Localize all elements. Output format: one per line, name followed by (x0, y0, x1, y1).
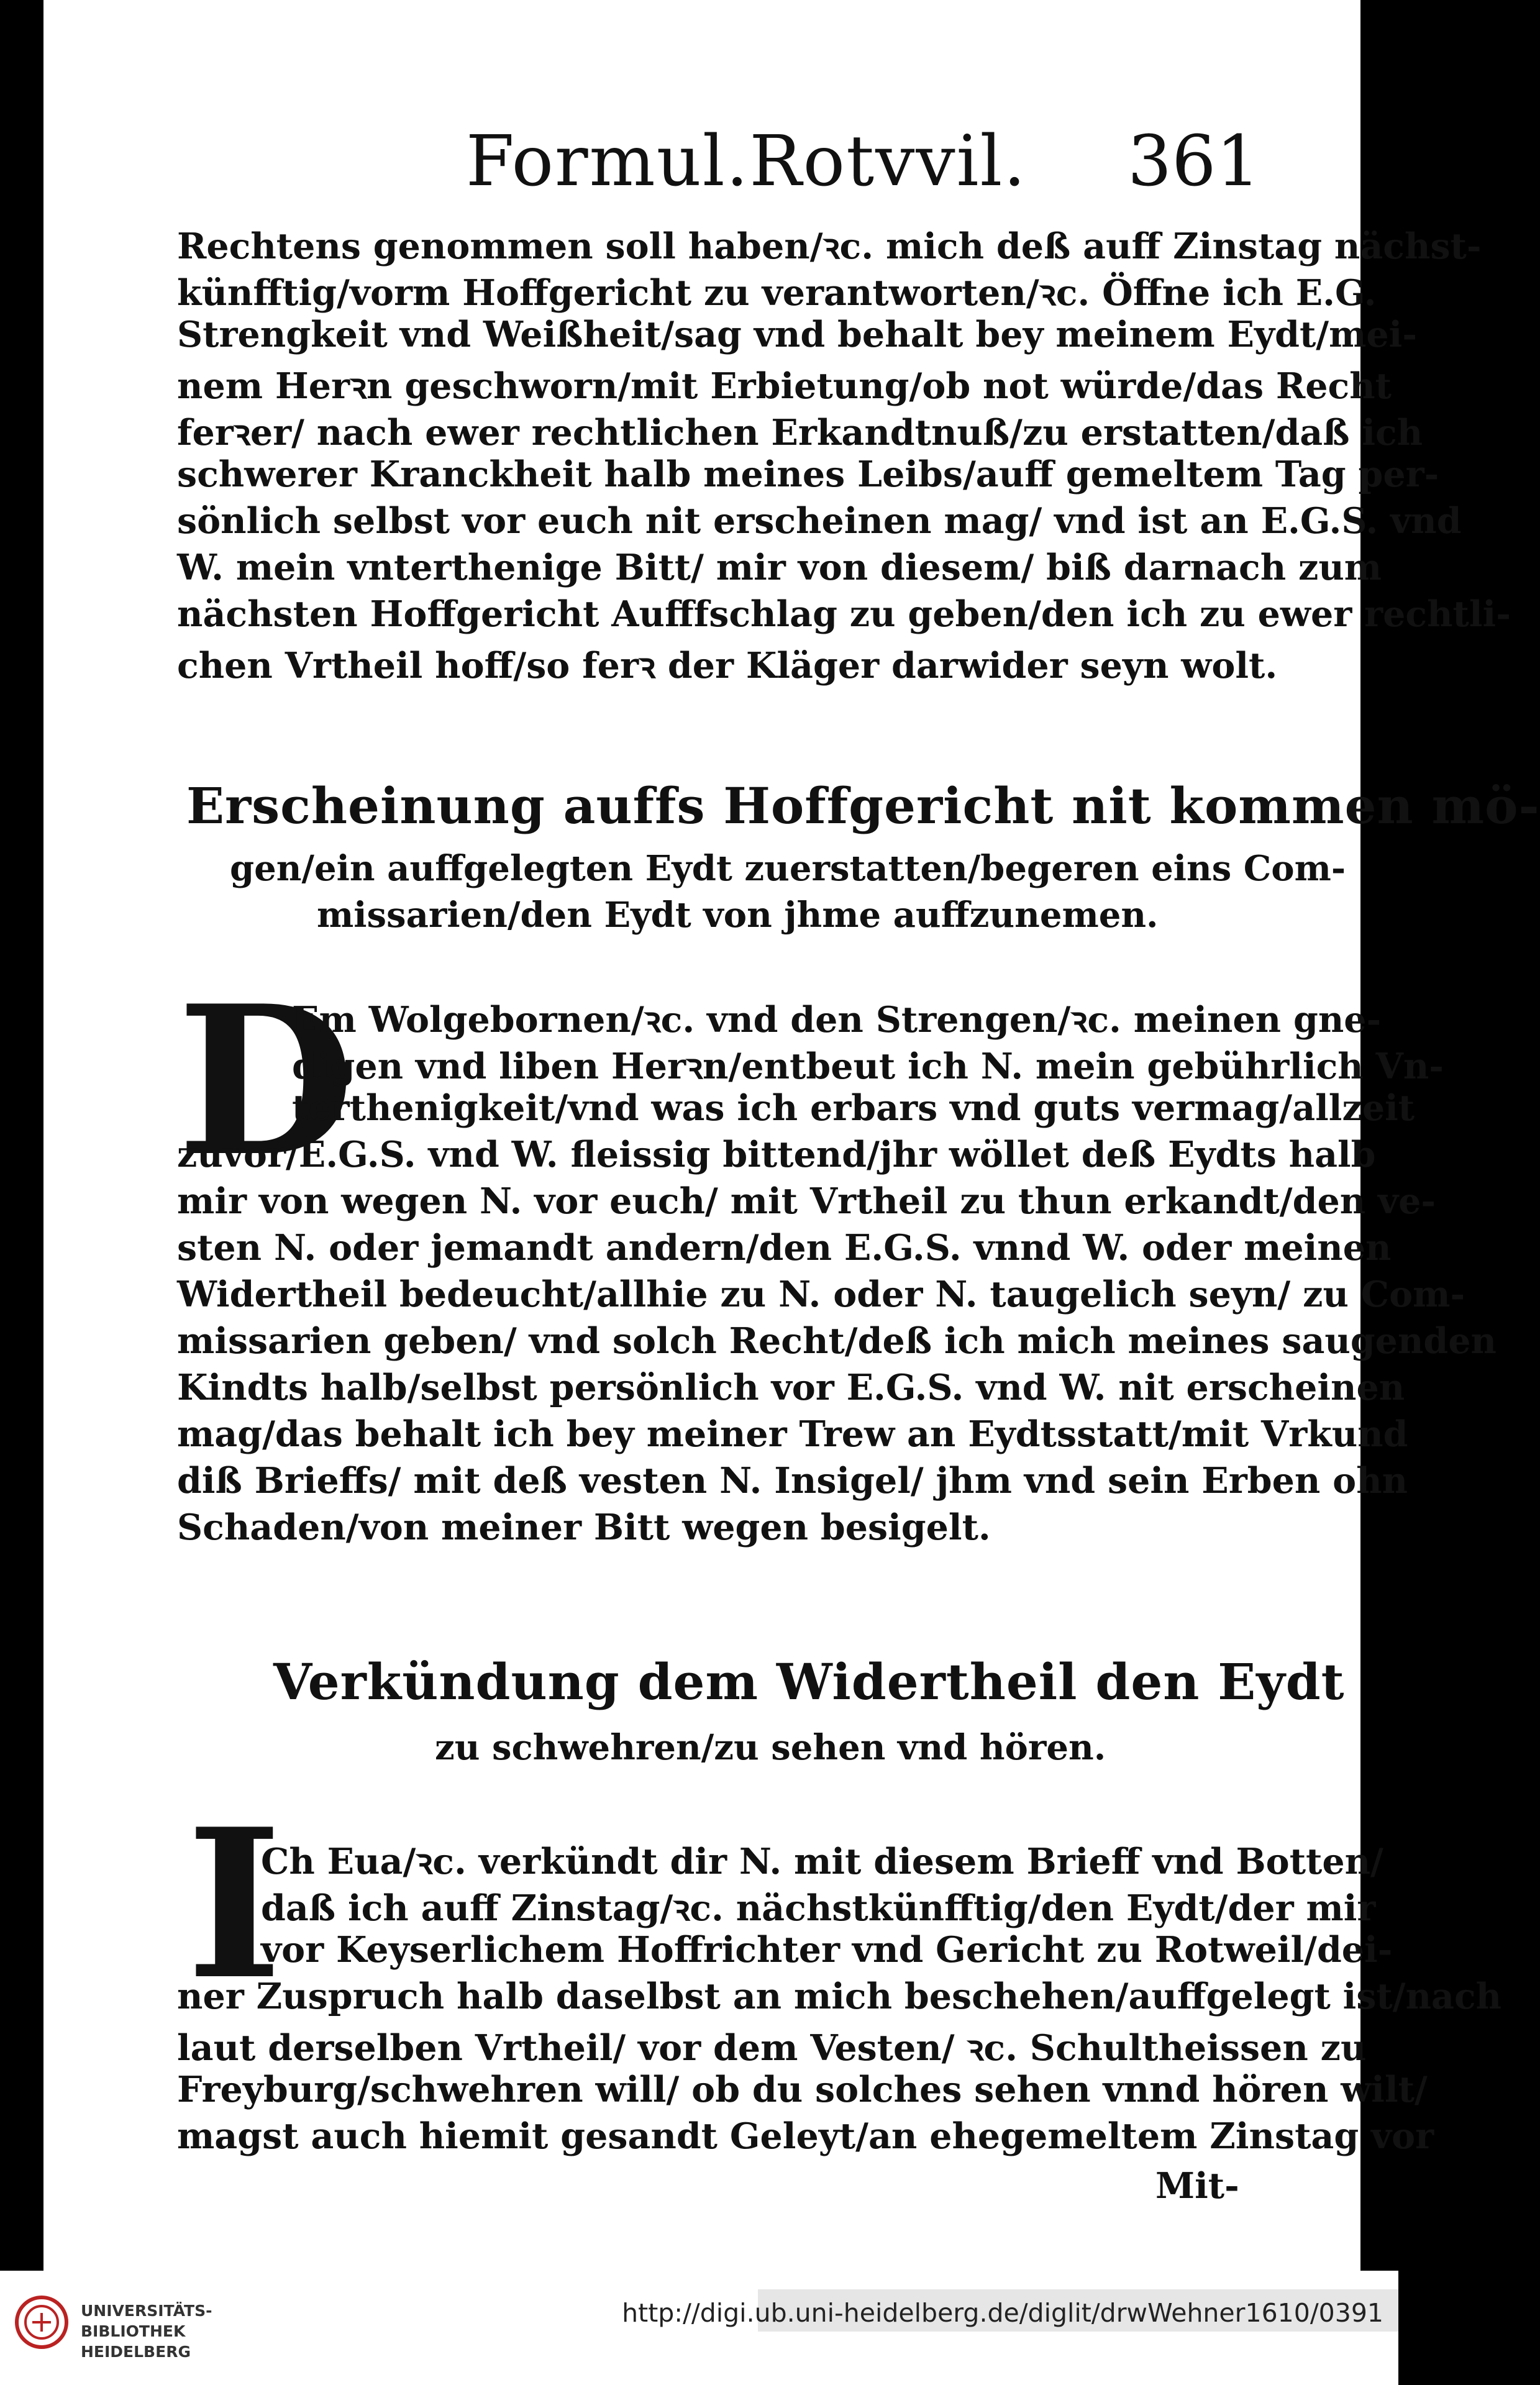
text-line: sönlich selbst vor euch nit erscheinen mag/ vnd ist an E.G.S. vnd (177, 500, 1462, 542)
text-line: vor Keyserlichem Hoffrichter vnd Gericht zu Rotweil/dei- (261, 1929, 1393, 1971)
text-line: Ch Eua/ꝛc. verkündt dir N. mit diesem Brieff vnd Botten/ (261, 1841, 1383, 1882)
library-name-line: UNIVERSITÄTS- (81, 2302, 212, 2320)
page-number: 361 (1128, 121, 1260, 202)
page-header (43, 121, 1360, 214)
catchword: Mit- (1155, 2165, 1239, 2207)
text-line: missarien geben/ vnd solch Recht/deß ich mich meines saugenden (177, 1320, 1497, 1362)
library-name-line: HEIDELBERG (81, 2343, 191, 2361)
text-line: nem Herꝛn geschworn/mit Erbietung/ob not würde/das Recht (177, 365, 1392, 407)
text-line: ferꝛer/ nach ewer rechtlichen Erkandtnuß/zu erstatten/daß ich (177, 412, 1423, 454)
text-line: sten N. oder jemandt andern/den E.G.S. vnnd W. oder meinen (177, 1227, 1392, 1269)
heading-subline: zu schwehren/zu sehen vnd hören. (435, 1727, 1106, 1768)
text-line: Freyburg/schwehren will/ ob du solches sehen vnnd hören wilt/ (177, 2069, 1428, 2110)
text-line: Schaden/von meiner Bitt wegen besigelt. (177, 1507, 991, 1548)
text-line: digen vnd liben Herꝛn/entbeut ich N. mein gebührlich Vn- (292, 1046, 1444, 1087)
text-line: chen Vrtheil hoff/so ferꝛ der Kläger darwider seyn wolt. (177, 645, 1278, 686)
text-line: ner Zuspruch halb daselbst an mich beschehen/auffgelegt ist/nach (177, 1976, 1502, 2017)
text-line: Widertheil bedeucht/allhie zu N. oder N. taugelich seyn/ zu Com- (177, 1274, 1465, 1315)
text-line: laut derselben Vrtheil/ vor dem Vesten/ ꝛc. Schultheissen zu (177, 2027, 1367, 2069)
university-seal-icon (14, 2294, 70, 2350)
text-line: Em Wolgebornen/ꝛc. vnd den Strengen/ꝛc. meinen gne- (292, 999, 1382, 1041)
heading-title: Verkündung dem Widertheil den Eydt (273, 1653, 1345, 1711)
viewer-footer (0, 2271, 1398, 2385)
heading-subline: gen/ein auffgelegten Eydt zuerstatten/begeren eins Com- (230, 848, 1346, 889)
source-url-link[interactable]: http://digi.ub.uni-heidelberg.de/diglit/drwWehner1610/0391 (622, 2298, 1383, 2328)
heading-subline: missarien/den Eydt von jhme auffzunemen. (317, 895, 1159, 936)
text-line: nächsten Hoffgericht Aufffschlag zu geben/den ich zu ewer rechtli- (177, 593, 1511, 635)
text-line: mir von wegen N. vor euch/ mit Vrtheil zu thun erkandt/den ve- (177, 1180, 1436, 1222)
text-line: terthenigkeit/vnd was ich erbars vnd guts vermag/allzeit (292, 1087, 1415, 1129)
text-line: W. mein vnterthenige Bitt/ mir von diesem/ biß darnach zum (177, 547, 1382, 588)
text-line: mag/das behalt ich bey meiner Trew an Eydtsstatt/mit Vrkund (177, 1413, 1408, 1455)
running-title: Formul.Rotvvil. (466, 121, 1027, 202)
text-line: schwerer Kranckheit halb meines Leibs/auff gemeltem Tag per- (177, 454, 1439, 495)
book-page (43, 0, 1540, 2271)
text-line: Rechtens genommen soll haben/ꝛc. mich deß auff Zinstag nächst- (177, 226, 1482, 267)
library-name-line: BIBLIOTHEK (81, 2322, 186, 2340)
text-line: daß ich auff Zinstag/ꝛc. nächstkünfftig/den Eydt/der mir (261, 1887, 1376, 1929)
text-line: künfftig/vorm Hoffgericht zu verantworten/ꝛc. Öffne ich E.G. (177, 272, 1377, 314)
text-line: Strengkeit vnd Weißheit/sag vnd behalt bey meinem Eydt/mei- (177, 314, 1417, 355)
library-name (81, 2301, 212, 2362)
text-line: zuvor/E.G.S. vnd W. fleissig bittend/jhr wöllet deß Eydts halb (177, 1134, 1376, 1175)
heading-title: Erscheinung auffs Hoffgericht nit kommen mö- (186, 777, 1540, 835)
text-line: diß Brieffs/ mit deß vesten N. Insigel/ jhm vnd sein Erben ohn (177, 1460, 1408, 1502)
text-line: magst auch hiemit gesandt Geleyt/an ehegemeltem Zinstag vor (177, 2115, 1434, 2157)
drop-cap: I (186, 1784, 283, 2025)
drop-cap: D (177, 960, 355, 1202)
text-line: Kindts halb/selbst persönlich vor E.G.S. vnd W. nit erscheinen (177, 1367, 1405, 1408)
